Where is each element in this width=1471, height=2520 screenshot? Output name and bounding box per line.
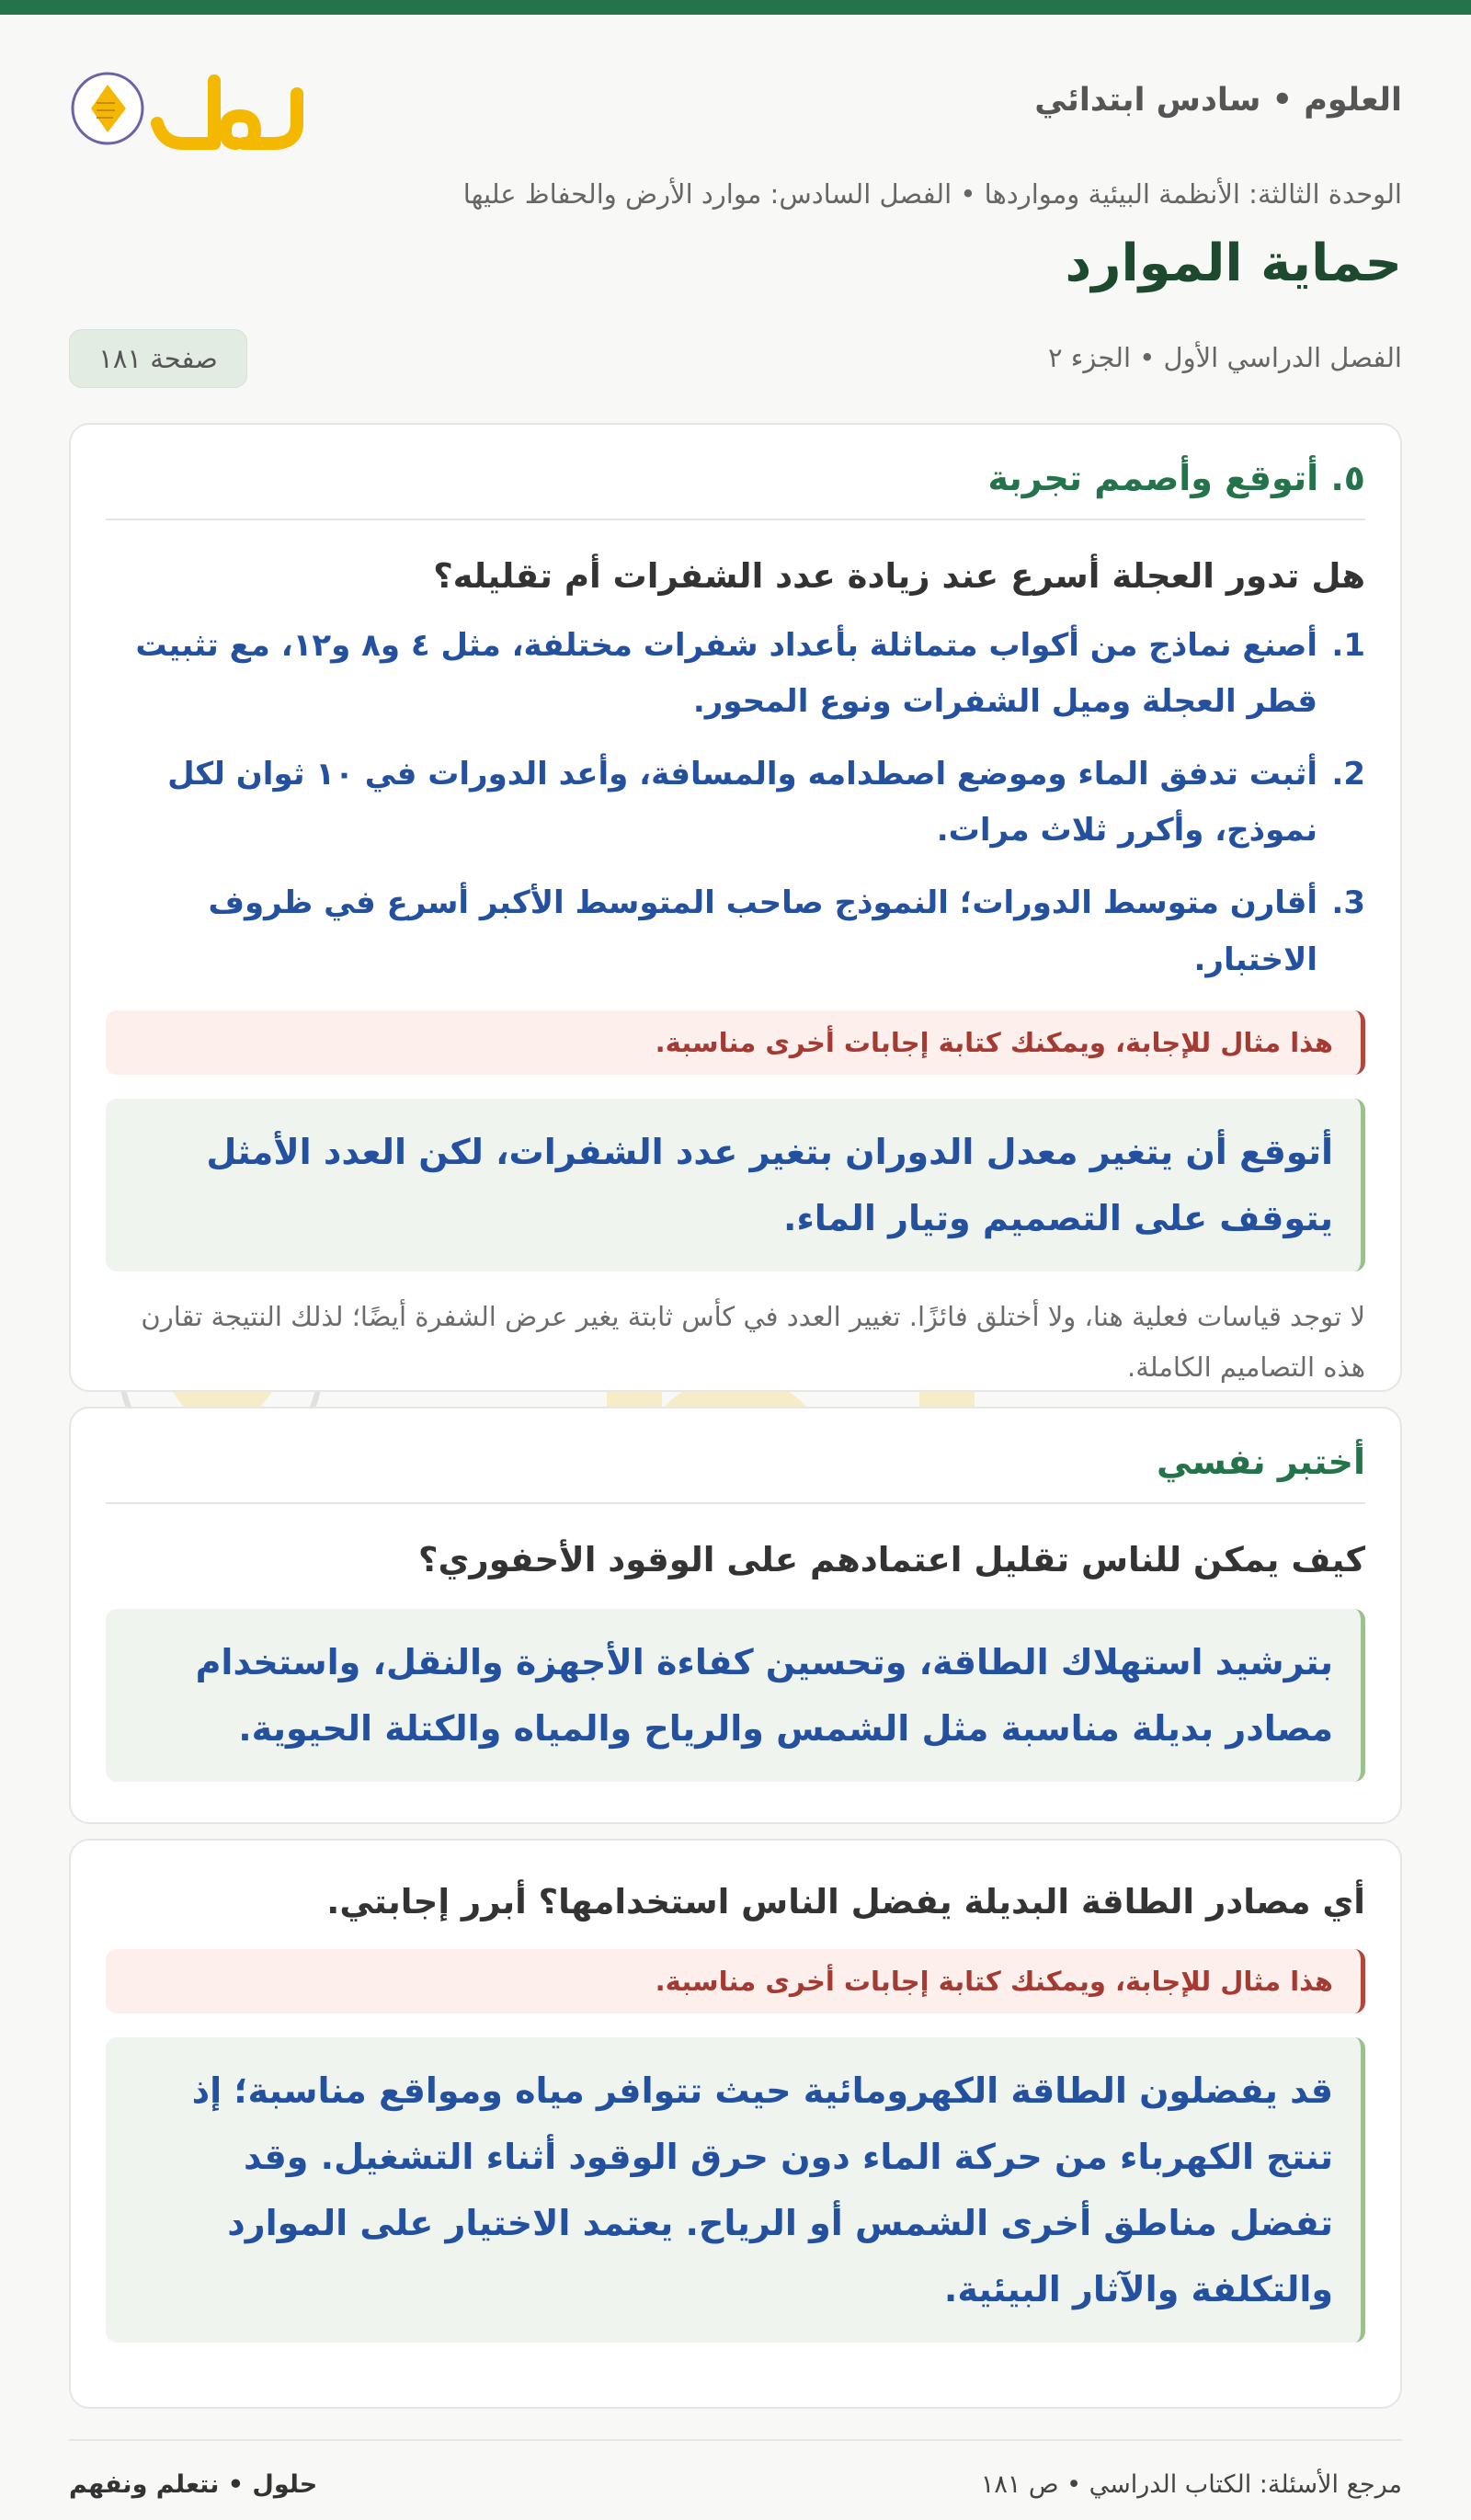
page bbox=[69, 15, 1402, 2499]
step-text: أصنع نماذج من أكواب متماثلة بأعداد شفرات مختلفة، مثل ٤ و٨ و١٢، مع تثبيت قطر العجلة وميل الشفرات ونوع المحور. bbox=[135, 626, 1317, 720]
hulul-logo-icon[interactable] bbox=[69, 44, 317, 164]
sample-answer-note: هذا مثال للإجابة، ويمكنك كتابة إجابات أخرى مناسبة. bbox=[106, 1949, 1365, 2013]
page-header bbox=[69, 15, 1402, 180]
answer-box: قد يفضلون الطاقة الكهرومائية حيث تتوافر مياه ومواقع مناسبة؛ إذ تنتج الكهرباء من حركة الماء دون حرق الوقود أثناء التشغيل. وقد تفضل مناطق أخرى الشمس أو الرياح. يعتمد الاختيار على الموارد والتكلفة والآثار البيئية. bbox=[106, 2037, 1365, 2343]
subject-label: العلوم • سادس ابتدائي bbox=[1034, 82, 1402, 119]
steps-list bbox=[106, 618, 1365, 988]
page-number-badge: صفحة ١٨١ bbox=[69, 329, 247, 388]
step-number: 3. bbox=[1331, 884, 1365, 922]
breadcrumb: الوحدة الثالثة: الأنظمة البيئية ومواردها • الفصل السادس: موارد الأرض والحفاظ عليها bbox=[462, 178, 1402, 210]
answer-box: بترشيد استهلاك الطاقة، وتحسين كفاءة الأجهزة والنقل، واستخدام مصادر بديلة مناسبة مثل الشمس والرياح والمياه والكتلة الحيوية. bbox=[106, 1609, 1365, 1782]
term-label: الفصل الدراسي الأول • الجزء ٢ bbox=[1047, 342, 1402, 373]
step-number: 1. bbox=[1331, 626, 1365, 664]
list-item bbox=[106, 618, 1365, 730]
section-card-alternative-energy bbox=[69, 1839, 1402, 2409]
svg-text:حلول: حلول bbox=[204, 158, 207, 159]
answer-box: أتوقع أن يتغير معدل الدوران بتغير عدد الشفرات، لكن العدد الأمثل يتوقف على التصميم وتيار الماء. bbox=[106, 1099, 1365, 1271]
section-title: أختبر نفسي bbox=[106, 1408, 1365, 1504]
section-card-self-test bbox=[69, 1407, 1402, 1824]
footer-reference: مرجع الأسئلة: الكتاب الدراسي • ص ١٨١ bbox=[980, 2470, 1402, 2499]
question-text: كيف يمكن للناس تقليل اعتمادهم على الوقود الأحفوري؟ bbox=[418, 1540, 1365, 1579]
top-accent-bar bbox=[0, 0, 1471, 15]
list-item bbox=[106, 875, 1365, 987]
page-title: حماية الموارد bbox=[1065, 234, 1402, 293]
section-card-predict-design bbox=[69, 423, 1402, 1392]
question-text: أي مصادر الطاقة البديلة يفضل الناس استخدامها؟ أبرر إجابتي. bbox=[326, 1882, 1365, 1921]
question-text: هل تدور العجلة أسرع عند زيادة عدد الشفرات أم تقليله؟ bbox=[433, 556, 1365, 596]
footer-brand[interactable]: حلول • نتعلم ونفهم bbox=[69, 2470, 318, 2499]
measurement-note: لا توجد قياسات فعلية هنا، ولا أختلق فائزًا. تغيير العدد في كأس ثابتة يغير عرض الشفرة أيضًا؛ لذلك النتيجة تقارن هذه التصاميم الكاملة. bbox=[141, 1301, 1365, 1384]
list-item bbox=[106, 747, 1365, 859]
section-title: ٥. أتوقع وأصمم تجربة bbox=[106, 425, 1365, 520]
step-text: أقارن متوسط الدورات؛ النموذج صاحب المتوسط الأكبر أسرع في ظروف الاختبار. bbox=[208, 884, 1317, 978]
step-text: أثبت تدفق الماء وموضع اصطدامه والمسافة، وأعد الدورات في ١٠ ثوان لكل نموذج، وأكرر ثلاث مرات. bbox=[167, 756, 1317, 850]
page-footer bbox=[69, 2439, 1402, 2499]
sample-answer-note: هذا مثال للإجابة، ويمكنك كتابة إجابات أخرى مناسبة. bbox=[106, 1010, 1365, 1075]
step-number: 2. bbox=[1331, 756, 1365, 793]
